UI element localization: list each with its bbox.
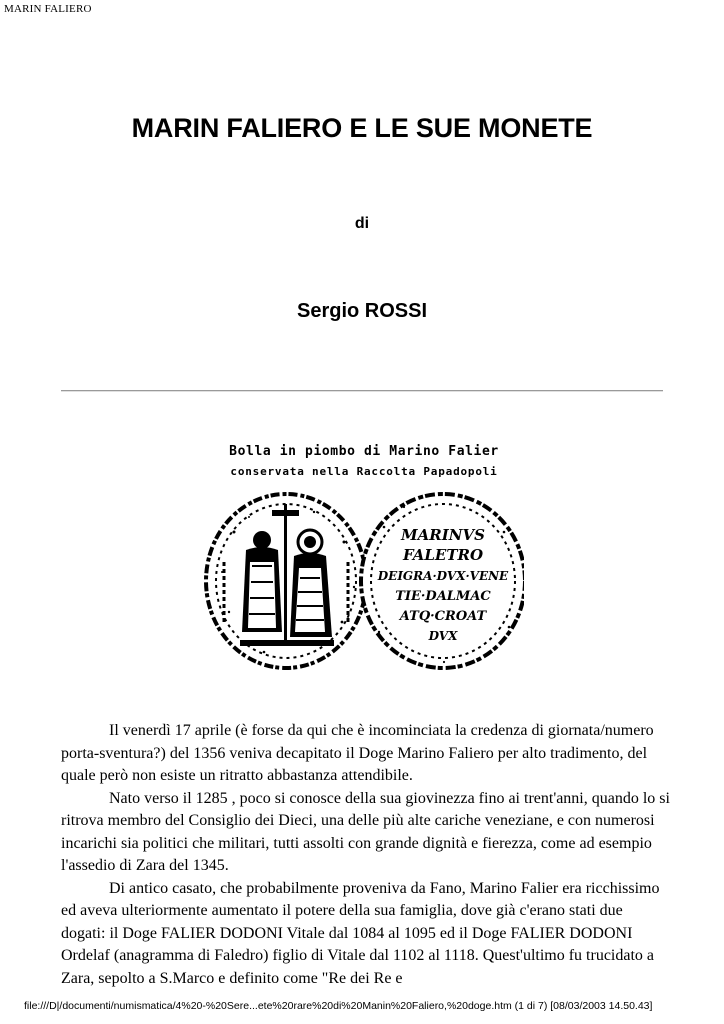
figure-caption-line1: Bolla in piombo di Marino Falier bbox=[229, 444, 499, 459]
document-title: MARIN FALIERO E LE SUE MONETE bbox=[131, 113, 593, 143]
seal-obverse-image bbox=[206, 494, 366, 668]
paragraph: Di antico casato, che probabilmente proveniva da Fano, Marino Falier era ricchissimo ed aveva ulteriormente aumentato il potere della sua famiglia, dove già c'erano stati due dogati: il Doge FALIER DODONI Vitale dal 1084 al 1095 ed il Doge FALIER DODONI Ordelaf (anagramma di Faledro) figlio di Vitale dal 1102 al 1118. Quest'ultimo fu trucidato a Zara, sepolto a S.Marco e definito come "Re dei Re e bbox=[61, 879, 660, 987]
inscription-line-6: DVX bbox=[428, 629, 458, 643]
byline: di bbox=[354, 215, 370, 232]
paragraph: Il venerdì 17 aprile (è forse da qui che è incominciata la credenza di giornata/numero porta-sventura?) del 1356 veniva decapitato il Doge Marino Faliero per alto tradimento, del quale però non esiste un ritratto abbastanza attendibile. bbox=[61, 722, 654, 784]
figure-caption-line2: conservata nella Raccolta Papadopoli bbox=[230, 465, 498, 478]
inscription-line-2: FALETRO bbox=[402, 546, 484, 564]
seal-reverse-image bbox=[361, 494, 524, 668]
inscription-line-1: MARINVS bbox=[401, 526, 485, 544]
inscription-line-5: ATQ·CROAT bbox=[399, 609, 487, 624]
paragraph: Nato verso il 1285 , poco si conosce della sua giovinezza fino ai trent'anni, quando lo si ritrova membro del Consiglio dei Dieci, una delle più alte cariche veneziane, e con numerosi incarichi sia politici che militari, tutti assolti con grande dignità e fierezza, come ad esempio l'assedio di Zara del 1345. bbox=[61, 789, 670, 874]
article-body bbox=[61, 720, 671, 990]
inscription-line-4: TIE·DALMAC bbox=[395, 589, 491, 604]
horizontal-rule bbox=[61, 390, 663, 392]
running-header: MARIN FALIERO bbox=[4, 3, 92, 15]
seal-figure bbox=[204, 437, 524, 677]
inscription-line-3: DEIGRA·DVX·VENE bbox=[377, 569, 509, 583]
author-name: Sergio ROSSI bbox=[296, 300, 428, 322]
page-footer-path: file:///D|/documenti/numismatica/4%20-%20Sere...ete%20rare%20di%20Manin%20Faliero,%20doge.htm (1 di 7) [08/03/2003 14.50.43] bbox=[24, 1000, 653, 1012]
seal-images bbox=[204, 492, 524, 672]
